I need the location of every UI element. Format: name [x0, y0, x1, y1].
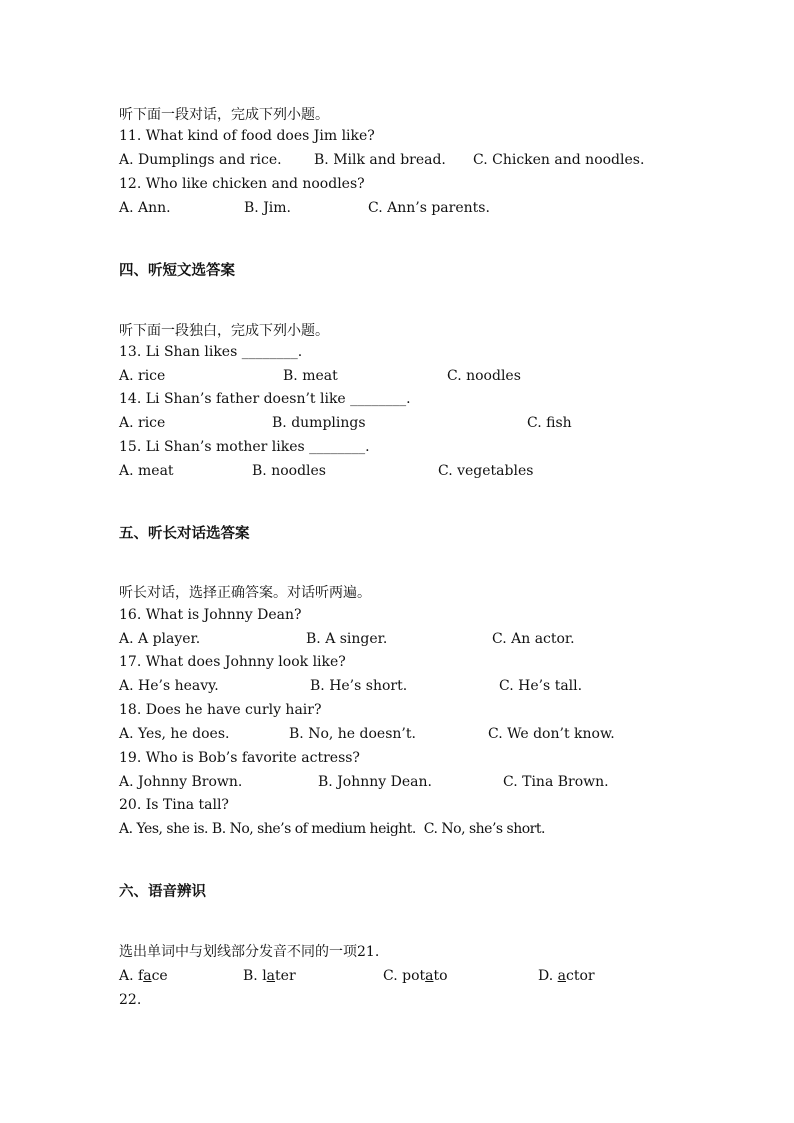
q12-option-a: A. Ann. — [119, 200, 171, 216]
q21-option-d — [538, 967, 595, 985]
q16-option-b: B. A singer. — [306, 631, 388, 647]
q21-option-c — [383, 967, 448, 985]
q21-option-c-underlined: a — [425, 968, 434, 984]
q17-question: 17. What does Johnny look like? — [119, 654, 346, 670]
q13-option-a: A. rice — [119, 368, 166, 384]
q13-option-b: B. meat — [283, 368, 338, 384]
q18-option-b: B. No, he doesn’t. — [289, 726, 416, 742]
q15-option-b: B. noodles — [252, 463, 326, 479]
q15-option-c: C. vegetables — [438, 463, 534, 479]
q21-option-c-prefix: C. pot — [383, 968, 426, 984]
q17-option-c: C. He’s tall. — [499, 678, 583, 694]
q16-question: 16. What is Johnny Dean? — [119, 607, 302, 623]
q12-option-b: B. Jim. — [244, 200, 292, 216]
section4-intro: 听下面一段独白，完成下列小题。 — [119, 323, 329, 339]
section3-intro: 听下面一段对话，完成下列小题。 — [119, 107, 329, 123]
q18-option-c: C. We don’t know. — [488, 726, 615, 742]
q21-option-d-suffix: ctor — [566, 968, 595, 984]
q15-option-a: A. meat — [119, 463, 174, 479]
q18-question: 18. Does he have curly hair? — [119, 702, 322, 718]
q17-option-b: B. He’s short. — [310, 678, 408, 694]
q13-question: 13. Li Shan likes ________. — [119, 344, 303, 360]
q16-option-a: A. A player. — [119, 631, 201, 647]
q21-option-b — [243, 967, 296, 985]
q12-option-c: C. Ann’s parents. — [368, 200, 490, 216]
q19-option-c: C. Tina Brown. — [503, 774, 609, 790]
q12-question: 12. Who like chicken and noodles? — [119, 176, 365, 192]
q18-option-a: A. Yes, he does. — [119, 726, 230, 742]
q11-option-c: C. Chicken and noodles. — [473, 152, 645, 168]
q11-option-b: B. Milk and bread. — [314, 152, 446, 168]
q11-option-a: A. Dumplings and rice. — [119, 152, 282, 168]
q20-options: A. Yes, she is. B. No, she’s of medium height. C. No, she’s short. — [119, 821, 545, 837]
q14-option-c: C. fish — [527, 415, 572, 431]
q21-option-d-underlined: a — [557, 968, 566, 984]
q21-option-b-underlined: a — [266, 968, 276, 984]
q21-option-b-suffix: ter — [275, 968, 296, 984]
q21-option-b-prefix: B. l — [243, 968, 267, 984]
q16-option-c: C. An actor. — [492, 631, 575, 647]
section4-heading: 四、听短文选答案 — [119, 263, 235, 279]
q21-option-c-suffix: to — [433, 968, 448, 984]
q22-number: 22. — [119, 992, 142, 1008]
q13-option-c: C. noodles — [447, 368, 521, 384]
section6-intro: 选出单词中与划线部分发音不同的一项21. — [119, 944, 380, 960]
section5-heading: 五、听长对话选答案 — [119, 526, 250, 542]
q21-option-a-suffix: ce — [151, 968, 168, 984]
q15-question: 15. Li Shan’s mother likes ________. — [119, 439, 370, 455]
section6-heading: 六、语音辨识 — [119, 884, 206, 900]
q21-option-a-underlined: a — [143, 968, 152, 984]
q19-option-b: B. Johnny Dean. — [318, 774, 432, 790]
q21-option-a — [119, 967, 168, 985]
q14-option-a: A. rice — [119, 415, 166, 431]
q11-question: 11. What kind of food does Jim like? — [119, 128, 375, 144]
section5-intro: 听长对话，选择正确答案。对话听两遍。 — [119, 585, 371, 601]
q19-option-a: A. Johnny Brown. — [119, 774, 243, 790]
q14-question: 14. Li Shan’s father doesn’t like ________. — [119, 391, 411, 407]
q21-option-d-prefix: D. — [538, 968, 558, 984]
q20-question: 20. Is Tina tall? — [119, 797, 229, 813]
q17-option-a: A. He’s heavy. — [119, 678, 219, 694]
q19-question: 19. Who is Bob’s favorite actress? — [119, 750, 360, 766]
q21-option-a-prefix: A. f — [119, 968, 144, 984]
q14-option-b: B. dumplings — [272, 415, 366, 431]
